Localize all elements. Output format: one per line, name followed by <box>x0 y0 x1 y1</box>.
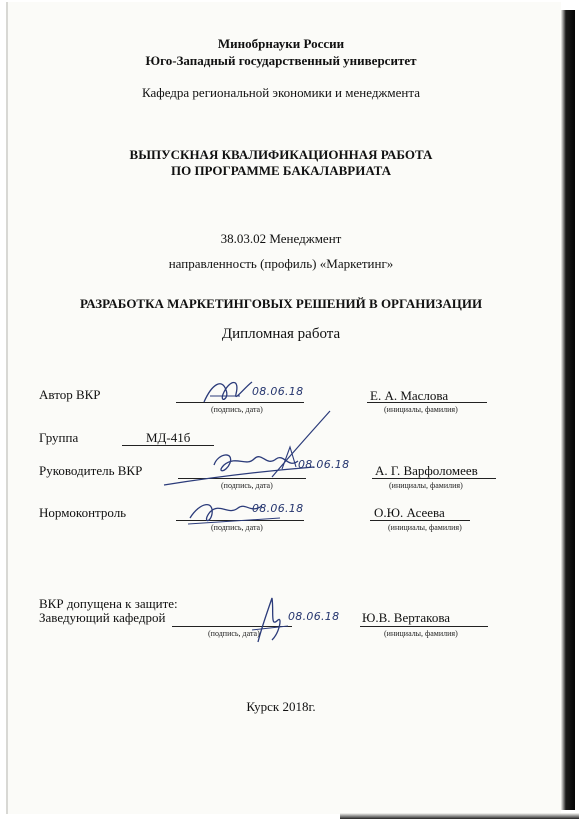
work-type-line1: ВЫПУСКНАЯ КВАЛИФИКАЦИОННАЯ РАБОТА <box>129 147 433 162</box>
group-value: МД-41б <box>146 430 191 445</box>
thesis-title: РАЗРАБОТКА МАРКЕТИНГОВЫХ РЕШЕНИЙ В ОРГАНИЗАЦИИ <box>79 296 483 311</box>
scan-shadow-bottom <box>340 813 579 819</box>
thesis-subtitle: Дипломная работа <box>221 326 341 342</box>
document-page <box>6 2 561 814</box>
university-line: Юго-Западный государственный университет <box>145 53 417 68</box>
normcontrol-label: Нормоконтроль <box>39 505 127 520</box>
scan-shadow-edge <box>561 10 575 810</box>
head-name-hint: (инициалы, фамилия) <box>384 629 458 638</box>
normcontrol-signature-hint: (подпись, дата) <box>211 523 263 532</box>
head-signature-hint: (подпись, дата) <box>208 629 260 638</box>
author-signature <box>200 374 260 408</box>
author-signature-date: 08.06.18 <box>252 385 304 398</box>
normcontrol-name-hint: (инициалы, фамилия) <box>388 523 462 532</box>
normcontrol-name: О.Ю. Асеева <box>374 505 445 520</box>
place-year: Курск 2018г. <box>246 699 316 714</box>
ministry-line: Минобрнауки России <box>217 36 345 51</box>
head-of-department-label: Заведующий кафедрой <box>39 610 166 625</box>
department-line: Кафедра региональной экономики и менеджмента <box>142 85 420 100</box>
head-name-line <box>360 626 488 627</box>
program-direction: направленность (профиль) «Маркетинг» <box>168 256 394 271</box>
author-name-hint: (инициалы, фамилия) <box>384 405 458 414</box>
author-name: Е. А. Маслова <box>370 388 449 403</box>
supervisor-name: А. Г. Варфоломеев <box>375 463 478 478</box>
admission-heading: ВКР допущена к защите: <box>39 596 178 611</box>
author-signature-hint: (подпись, дата) <box>211 405 263 414</box>
supervisor-name-hint: (инициалы, фамилия) <box>389 481 463 490</box>
supervisor-label: Руководитель ВКР <box>39 463 143 478</box>
head-signature-date: 08.06.18 <box>288 610 340 623</box>
work-type-line2: ПО ПРОГРАММЕ БАКАЛАВРИАТА <box>170 163 392 178</box>
author-label: Автор ВКР <box>39 387 101 402</box>
supervisor-signature-hint: (подпись, дата) <box>221 481 273 490</box>
normcontrol-signature-date: 08.06.18 <box>252 502 304 515</box>
group-label: Группа <box>39 430 79 445</box>
head-name: Ю.В. Вертакова <box>362 610 451 625</box>
program-code: 38.03.02 Менеджмент <box>220 231 342 246</box>
supervisor-signature-date: 08.06.18 <box>298 458 350 471</box>
